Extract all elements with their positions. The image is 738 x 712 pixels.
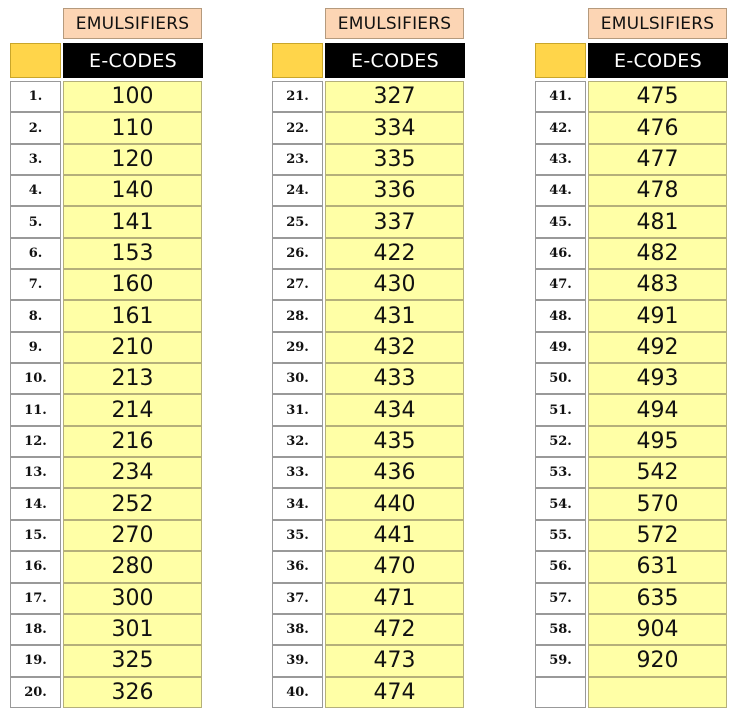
row-number: 35. xyxy=(272,520,323,551)
table-row xyxy=(10,394,206,425)
e-code-value: 422 xyxy=(325,238,464,269)
e-code-value: 301 xyxy=(63,614,202,645)
row-number: 54. xyxy=(535,488,586,519)
row-number: 58. xyxy=(535,614,586,645)
table-row xyxy=(10,144,206,175)
e-code-value: 495 xyxy=(588,426,727,457)
e-code-value: 434 xyxy=(325,394,464,425)
e-code-value: 477 xyxy=(588,144,727,175)
e-code-value: 141 xyxy=(63,206,202,237)
table-row xyxy=(535,81,731,112)
e-code-value: 327 xyxy=(325,81,464,112)
table-row xyxy=(272,269,468,300)
e-code-value: 572 xyxy=(588,520,727,551)
row-number: 42. xyxy=(535,112,586,143)
table-row xyxy=(535,645,731,676)
e-code-value: 432 xyxy=(325,332,464,363)
table-row xyxy=(535,269,731,300)
e-code-value: 337 xyxy=(325,206,464,237)
e-code-value: 493 xyxy=(588,363,727,394)
table-row xyxy=(272,394,468,425)
e-code-value: 482 xyxy=(588,238,727,269)
e-code-value: 435 xyxy=(325,426,464,457)
row-number: 37. xyxy=(272,583,323,614)
row-number: 32. xyxy=(272,426,323,457)
row-number: 43. xyxy=(535,144,586,175)
row-number: 15. xyxy=(10,520,61,551)
row-number: 38. xyxy=(272,614,323,645)
row-number: 14. xyxy=(10,488,61,519)
row-number: 10. xyxy=(10,363,61,394)
row-number: 7. xyxy=(10,269,61,300)
table-row xyxy=(272,488,468,519)
column-header: E-CODES xyxy=(63,43,203,78)
table-row xyxy=(272,175,468,206)
row-number: 17. xyxy=(10,583,61,614)
table-row xyxy=(535,394,731,425)
e-code-value: 120 xyxy=(63,144,202,175)
e-code-value: 542 xyxy=(588,457,727,488)
table-row xyxy=(272,81,468,112)
row-number xyxy=(535,677,586,708)
e-code-value: 325 xyxy=(63,645,202,676)
row-number: 30. xyxy=(272,363,323,394)
table-row xyxy=(10,175,206,206)
e-code-value: 334 xyxy=(325,112,464,143)
e-code-value: 920 xyxy=(588,645,727,676)
row-number: 57. xyxy=(535,583,586,614)
table-row xyxy=(535,426,731,457)
e-code-value: 471 xyxy=(325,583,464,614)
table-block-1 xyxy=(10,8,206,708)
table-row xyxy=(10,238,206,269)
row-number: 36. xyxy=(272,551,323,582)
row-number: 22. xyxy=(272,112,323,143)
row-number: 4. xyxy=(10,175,61,206)
e-code-value: 335 xyxy=(325,144,464,175)
e-code-value: 153 xyxy=(63,238,202,269)
table-row xyxy=(272,457,468,488)
table-row xyxy=(535,488,731,519)
row-number: 48. xyxy=(535,300,586,331)
table-row xyxy=(10,300,206,331)
row-number: 8. xyxy=(10,300,61,331)
table-row xyxy=(272,614,468,645)
table-row xyxy=(10,488,206,519)
e-code-value: 481 xyxy=(588,206,727,237)
e-code-value: 214 xyxy=(63,394,202,425)
table-row xyxy=(535,175,731,206)
e-code-value: 470 xyxy=(325,551,464,582)
row-number: 12. xyxy=(10,426,61,457)
row-number: 45. xyxy=(535,206,586,237)
table-row xyxy=(10,645,206,676)
table-row xyxy=(272,645,468,676)
row-number: 31. xyxy=(272,394,323,425)
e-code-value: 904 xyxy=(588,614,727,645)
row-number: 11. xyxy=(10,394,61,425)
e-code-value: 110 xyxy=(63,112,202,143)
row-number: 47. xyxy=(535,269,586,300)
e-code-value: 494 xyxy=(588,394,727,425)
e-code-value: 476 xyxy=(588,112,727,143)
table-row xyxy=(535,457,731,488)
table-row xyxy=(272,520,468,551)
e-code-value: 635 xyxy=(588,583,727,614)
table-row xyxy=(272,206,468,237)
e-code-value: 140 xyxy=(63,175,202,206)
table-row xyxy=(10,332,206,363)
row-number: 33. xyxy=(272,457,323,488)
e-code-value: 161 xyxy=(63,300,202,331)
row-number: 40. xyxy=(272,677,323,708)
e-code-value: 270 xyxy=(63,520,202,551)
table-row xyxy=(10,551,206,582)
header-swatch xyxy=(272,43,323,78)
row-number: 16. xyxy=(10,551,61,582)
row-number: 53. xyxy=(535,457,586,488)
column-header: E-CODES xyxy=(325,43,465,78)
e-code-value: 478 xyxy=(588,175,727,206)
table-row xyxy=(535,614,731,645)
e-code-value: 252 xyxy=(63,488,202,519)
e-code-value: 433 xyxy=(325,363,464,394)
row-number: 55. xyxy=(535,520,586,551)
row-number: 21. xyxy=(272,81,323,112)
e-code-value: 216 xyxy=(63,426,202,457)
e-code-value: 336 xyxy=(325,175,464,206)
table-row xyxy=(272,112,468,143)
e-code-value: 430 xyxy=(325,269,464,300)
table-row xyxy=(10,426,206,457)
table-row xyxy=(10,81,206,112)
row-number: 19. xyxy=(10,645,61,676)
table-row xyxy=(535,551,731,582)
row-number: 34. xyxy=(272,488,323,519)
table-row xyxy=(535,332,731,363)
e-code-value: 431 xyxy=(325,300,464,331)
table-row xyxy=(535,206,731,237)
row-number: 1. xyxy=(10,81,61,112)
e-code-value xyxy=(588,677,727,708)
e-code-value: 300 xyxy=(63,583,202,614)
row-number: 41. xyxy=(535,81,586,112)
row-number: 44. xyxy=(535,175,586,206)
e-code-value: 100 xyxy=(63,81,202,112)
row-number: 25. xyxy=(272,206,323,237)
table-row xyxy=(10,520,206,551)
row-number: 24. xyxy=(272,175,323,206)
table-row xyxy=(10,363,206,394)
header-swatch xyxy=(10,43,61,78)
table-title: EMULSIFIERS xyxy=(325,8,464,39)
table-row xyxy=(535,363,731,394)
header-swatch xyxy=(535,43,586,78)
row-number: 26. xyxy=(272,238,323,269)
e-code-value: 475 xyxy=(588,81,727,112)
row-number: 13. xyxy=(10,457,61,488)
e-code-value: 441 xyxy=(325,520,464,551)
table-row xyxy=(10,269,206,300)
table-row xyxy=(10,457,206,488)
table-row xyxy=(272,426,468,457)
row-number: 5. xyxy=(10,206,61,237)
row-number: 23. xyxy=(272,144,323,175)
row-number: 2. xyxy=(10,112,61,143)
row-number: 39. xyxy=(272,645,323,676)
e-code-value: 234 xyxy=(63,457,202,488)
row-number: 18. xyxy=(10,614,61,645)
table-row xyxy=(10,112,206,143)
table-row xyxy=(272,238,468,269)
e-code-value: 472 xyxy=(325,614,464,645)
row-number: 59. xyxy=(535,645,586,676)
row-number: 52. xyxy=(535,426,586,457)
table-row xyxy=(535,520,731,551)
table-row xyxy=(535,144,731,175)
table-row xyxy=(535,583,731,614)
table-row xyxy=(535,238,731,269)
e-code-value: 210 xyxy=(63,332,202,363)
e-code-value: 492 xyxy=(588,332,727,363)
table-row xyxy=(10,206,206,237)
table-block-2 xyxy=(272,8,468,708)
e-code-value: 474 xyxy=(325,677,464,708)
table-row xyxy=(272,363,468,394)
e-code-value: 160 xyxy=(63,269,202,300)
row-number: 27. xyxy=(272,269,323,300)
e-code-value: 436 xyxy=(325,457,464,488)
table-row xyxy=(272,551,468,582)
e-code-value: 491 xyxy=(588,300,727,331)
row-number: 50. xyxy=(535,363,586,394)
table-row xyxy=(10,614,206,645)
e-code-value: 440 xyxy=(325,488,464,519)
table-row xyxy=(272,332,468,363)
e-code-value: 213 xyxy=(63,363,202,394)
table-title: EMULSIFIERS xyxy=(63,8,202,39)
table-row xyxy=(10,583,206,614)
table-row xyxy=(10,677,206,708)
table-title: EMULSIFIERS xyxy=(588,8,727,39)
row-number: 9. xyxy=(10,332,61,363)
table-row xyxy=(535,677,731,708)
column-header: E-CODES xyxy=(588,43,728,78)
e-code-value: 483 xyxy=(588,269,727,300)
table-row xyxy=(272,677,468,708)
table-block-3 xyxy=(535,8,731,708)
row-number: 20. xyxy=(10,677,61,708)
row-number: 46. xyxy=(535,238,586,269)
row-number: 29. xyxy=(272,332,323,363)
table-rows xyxy=(272,81,468,708)
e-code-value: 631 xyxy=(588,551,727,582)
table-rows xyxy=(535,81,731,708)
row-number: 6. xyxy=(10,238,61,269)
table-row xyxy=(272,300,468,331)
e-code-value: 570 xyxy=(588,488,727,519)
row-number: 51. xyxy=(535,394,586,425)
row-number: 49. xyxy=(535,332,586,363)
e-code-value: 326 xyxy=(63,677,202,708)
row-number: 3. xyxy=(10,144,61,175)
e-code-value: 280 xyxy=(63,551,202,582)
table-row xyxy=(535,112,731,143)
row-number: 56. xyxy=(535,551,586,582)
table-row xyxy=(272,144,468,175)
row-number: 28. xyxy=(272,300,323,331)
table-rows xyxy=(10,81,206,708)
e-code-value: 473 xyxy=(325,645,464,676)
table-row xyxy=(272,583,468,614)
table-row xyxy=(535,300,731,331)
